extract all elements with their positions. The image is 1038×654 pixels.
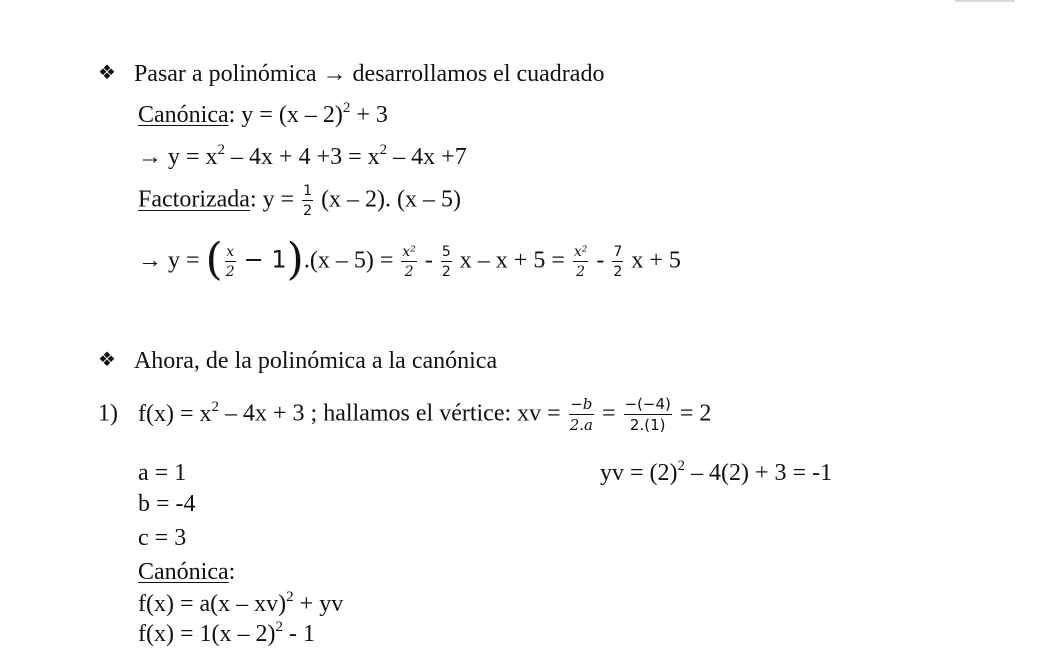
expansion-equation	[138, 234, 681, 285]
fraction-x-over-2: $\frac{x}{2}$	[225, 244, 235, 280]
exp-part-e: -	[596, 247, 605, 274]
diamond-bullet-icon: ❖	[98, 347, 116, 371]
res-part-b: - 1	[283, 621, 315, 647]
coef-a: a = 1	[138, 460, 187, 486]
canonica-label-2: Canónica	[138, 559, 229, 585]
section1-heading	[98, 62, 604, 86]
fact-part-b: (x – 2). (x – 5)	[321, 186, 462, 213]
factorizada-label: Factorizada	[138, 186, 250, 213]
res-exponent: 2	[275, 619, 283, 635]
form-exponent: 2	[286, 589, 294, 605]
res-part-a: f(x) = 1(x – 2)	[138, 621, 276, 647]
canonica-part-a: : y = (x – 2)	[228, 102, 343, 128]
exp-part-c: -	[424, 247, 433, 274]
exp-part-d: x – x + 5 =	[459, 247, 565, 274]
development-equation	[138, 142, 467, 170]
canonica-colon: :	[228, 559, 236, 585]
dev-part-c: – 4x +7	[387, 144, 467, 170]
canonica-equation	[138, 100, 388, 128]
dev-exponent-1: 2	[217, 142, 226, 158]
dev-exponent-2: 2	[379, 142, 388, 158]
form-part-b: + yv	[293, 591, 344, 617]
canonica-exponent: 2	[342, 100, 351, 116]
exp-part-a: → y =	[138, 247, 200, 274]
fraction-minus-minus4-over-2-1: $\frac{-(-4)}{2.(1)}$	[624, 395, 671, 434]
xv-equals-1: =	[601, 400, 616, 427]
open-paren: (	[205, 234, 223, 285]
item-number: 1)	[98, 400, 118, 427]
canonica-heading-2	[138, 560, 235, 584]
canonical-form	[138, 589, 344, 617]
fraction-x2-over-2-b: $\frac{\text{x²}}{2}$	[573, 244, 588, 280]
item-1-line	[98, 397, 711, 433]
canonical-result	[138, 619, 315, 647]
close-paren: )	[286, 234, 304, 285]
coef-c: c = 3	[138, 525, 187, 551]
fx-part-b: – 4x + 3 ; hallamos el vértice: xv =	[219, 400, 561, 427]
fx-part-a: f(x) = x	[138, 400, 212, 427]
xv-result: = 2	[679, 400, 712, 427]
coef-b: b = -4	[138, 491, 196, 517]
exp-part-b: .(x – 5) =	[303, 247, 394, 274]
yv-exponent: 2	[677, 458, 686, 474]
dev-part-a: → y = x	[138, 144, 218, 170]
canonica-part-b: + 3	[350, 102, 388, 128]
fraction-one-half: $\frac{1}{2}$	[303, 183, 313, 219]
top-edge-line	[955, 0, 1015, 2]
section2-heading	[98, 349, 497, 373]
factorizada-equation	[138, 184, 461, 218]
dev-part-b: – 4x + 4 +3 = x	[225, 144, 380, 170]
exp-part-f: x + 5	[631, 247, 681, 274]
minus-one: − 1	[243, 245, 287, 274]
yv-part-b: – 4(2) + 3 = -1	[685, 460, 833, 486]
section1-title: Pasar a polinómica → desarrollamos el cuadrado	[133, 61, 605, 87]
form-part-a: f(x) = a(x – xv)	[138, 591, 287, 617]
fraction-x2-over-2: $\frac{\text{x²}}{2}$	[402, 244, 416, 280]
diamond-bullet-icon: ❖	[98, 60, 116, 84]
fact-part-a: : y =	[249, 186, 295, 213]
fraction-5-over-2: $\frac{5}{2}$	[441, 244, 451, 280]
fraction-7-over-2: $\frac{7}{2}$	[613, 244, 623, 280]
fraction-minus-b-over-2a: $\frac{-b}{2.a}$	[569, 395, 593, 434]
yv-equation	[600, 458, 833, 486]
yv-part-a: yv = (2)	[600, 460, 678, 486]
canonica-label: Canónica	[138, 102, 229, 128]
fx-exponent: 2	[211, 398, 220, 415]
section2-title: Ahora, de la polinómica a la canónica	[133, 348, 498, 374]
